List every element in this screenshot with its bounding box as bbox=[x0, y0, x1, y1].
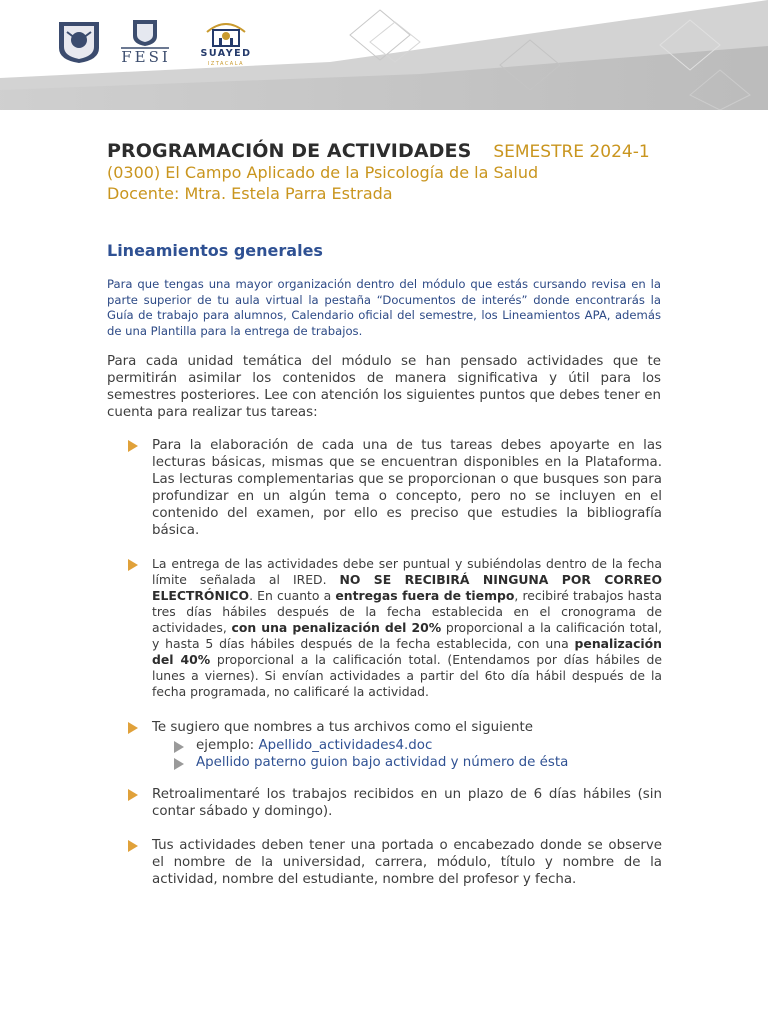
document-title-block bbox=[107, 140, 707, 204]
teacher-name: Docente: Mtra. Estela Parra Estrada bbox=[107, 184, 393, 203]
guideline-text: Para la elaboración de cada una de tus tareas debes apoyarte en las lecturas básicas, mismas que se encuentran disponibles en la Plataforma. Las lecturas complementarias que se proporcionan o que busques son para profundizar en un algún tema o concepto, pero no se incluyen en el contenido del examen, por ello es preciso que estudies la bibliografía básica. bbox=[152, 438, 662, 538]
guideline-text: Tus actividades deben tener una portada o encabezado donde se observe el nombre de la universidad, carrera, módulo, título y nombre de la actividad, nombre del estudiante, nombre del profesor y fecha. bbox=[152, 838, 662, 887]
guideline-item bbox=[128, 719, 662, 771]
guideline-text: Te sugiero que nombres a tus archivos como el siguiente bbox=[152, 720, 534, 735]
guideline-item bbox=[128, 786, 662, 820]
guideline-list-3 bbox=[128, 719, 662, 771]
bullet-arrow-icon bbox=[128, 559, 138, 571]
header-banner bbox=[0, 0, 768, 110]
guideline-emphasis: con una penalización del 20% bbox=[231, 620, 442, 635]
guideline-emphasis: penalización del 40% bbox=[152, 636, 662, 667]
filename-pattern: Apellido paterno guion bajo actividad y número de ésta bbox=[196, 755, 569, 770]
title-line bbox=[107, 140, 707, 162]
guideline-text-part: proporcional a la calificación total. (Entendamos por días hábiles de lunes a viernes). Si envían actividades a partir del 6to día hábil después de la fecha programada, no calificaré la actividad. bbox=[152, 652, 663, 699]
sub-bullet-arrow-icon bbox=[174, 758, 184, 770]
course-name: (0300) El Campo Aplicado de la Psicología de la Salud bbox=[107, 163, 539, 182]
intro-paragraph: Para que tengas una mayor organización dentro del módulo que estás cursando revisa en la parte superior de tu aula virtual la pestaña “Documentos de interés” donde encontrarás la Guía de trabajo para alumnos, Calendario oficial del semestre, los Lineamientos APA, además de una Plantilla para la entrega de trabajos. bbox=[107, 277, 661, 338]
bullet-arrow-icon bbox=[128, 722, 138, 734]
guideline-list-2 bbox=[128, 556, 662, 700]
guideline-text: Retroalimentaré los trabajos recibidos en un plazo de 6 días hábiles (sin contar sábado y domingo). bbox=[152, 787, 662, 819]
sublist-item bbox=[172, 754, 662, 771]
guideline-text-part: , recibiré trabajos hasta tres días hábiles después de la fecha establecida en el cronograma de actividades, bbox=[152, 588, 662, 635]
guideline-text-part: proporcional a la calificación total, y hasta 5 días hábiles después de la fecha establecida, con una bbox=[152, 620, 662, 651]
guideline-text-part: . En cuanto a bbox=[249, 588, 336, 603]
guideline-text-part: La entrega de las actividades debe ser puntual y subiéndolas dentro de la fecha límite señalada al IRED. bbox=[152, 556, 662, 587]
guideline-emphasis: entregas fuera de tiempo bbox=[335, 588, 515, 603]
section-heading: Lineamientos generales bbox=[107, 241, 323, 260]
guideline-list-4 bbox=[128, 786, 662, 820]
suayed-logo-text: SUAYED bbox=[200, 48, 252, 59]
example-prefix: ejemplo: bbox=[196, 738, 259, 753]
guideline-item bbox=[128, 437, 662, 539]
guideline-list-1 bbox=[128, 437, 662, 539]
guideline-emphasis: NO SE RECIBIRÁ NINGUNA POR CORREO ELECTRÓNICO bbox=[152, 572, 663, 603]
suayed-logo-subtext: IZTACALA bbox=[207, 61, 245, 67]
guideline-item bbox=[128, 556, 662, 700]
unam-seal-icon bbox=[55, 20, 103, 64]
bullet-arrow-icon bbox=[128, 789, 138, 801]
example-filename: Apellido_actividades4.doc bbox=[258, 738, 433, 753]
bullet-arrow-icon bbox=[128, 440, 138, 452]
document-title: PROGRAMACIÓN DE ACTIVIDADES bbox=[107, 140, 472, 162]
guideline-item bbox=[128, 837, 662, 888]
guideline-list-5 bbox=[128, 837, 662, 888]
sublist-item bbox=[172, 737, 662, 754]
sub-bullet-arrow-icon bbox=[174, 741, 184, 753]
semester-label: SEMESTRE 2024-1 bbox=[493, 142, 650, 162]
instructions-paragraph: Para cada unidad temática del módulo se han pensado actividades que te permitirán asimilar los contenidos de manera significativa y útil para los semestres posteriores. Lee con atención los siguientes puntos que debes tener en cuenta para realizar tus tareas: bbox=[107, 354, 661, 420]
filename-sublist bbox=[172, 737, 662, 771]
bullet-arrow-icon bbox=[128, 840, 138, 852]
fesi-logo-text: FESI bbox=[121, 48, 171, 66]
